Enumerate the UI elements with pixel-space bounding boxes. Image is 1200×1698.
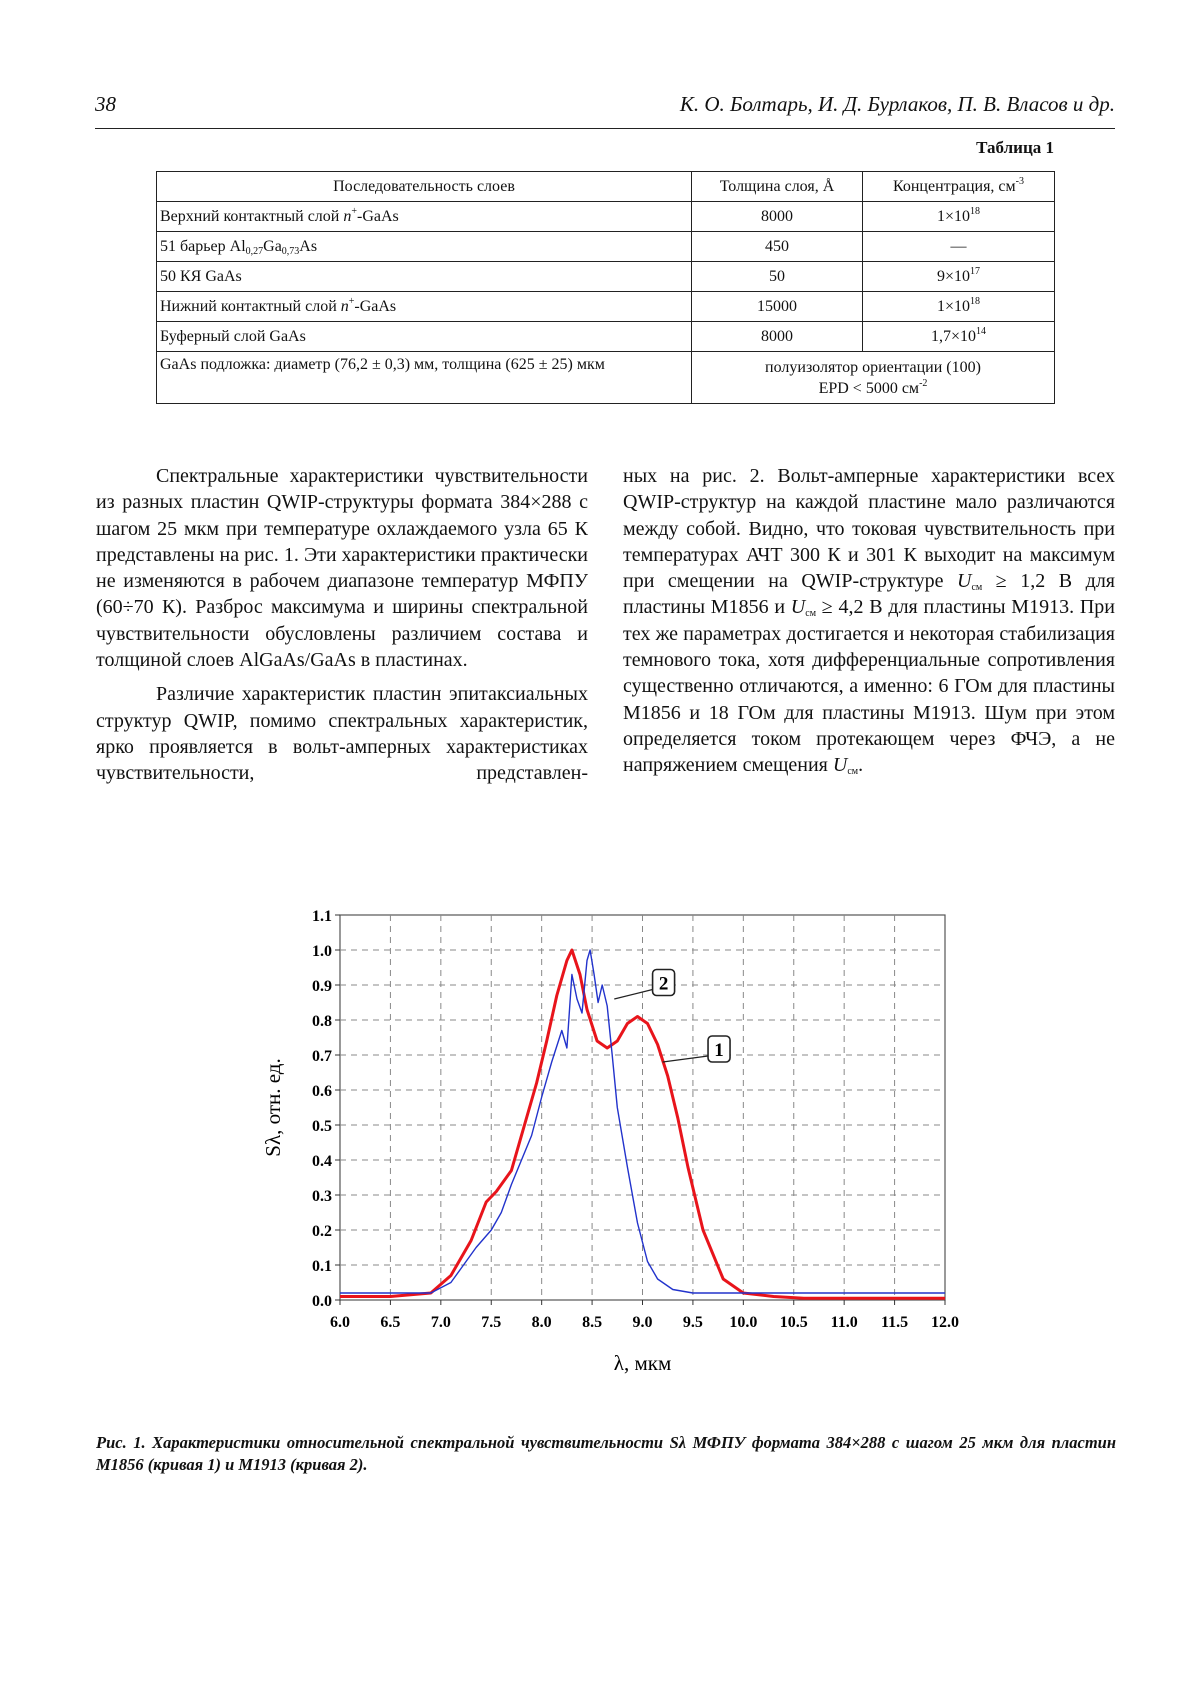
callout-label: 2: [658, 973, 669, 995]
table-row: [157, 202, 1055, 232]
y-tick-label: 0.2: [312, 1223, 332, 1240]
table-row: [157, 322, 1055, 352]
y-tick-label: 0.9: [312, 978, 332, 995]
layer-cell: 50 КЯ GaAs: [157, 262, 692, 292]
concentration-cell: $1\times 10^{18}$: [863, 202, 1055, 232]
concentration-cell: $1\times 10^{18}$: [863, 292, 1055, 322]
x-tick-label: 12.0: [931, 1314, 959, 1331]
x-tick-label: 10.5: [779, 1314, 808, 1331]
x-axis-label: λ, мкм: [613, 1351, 672, 1375]
layers-table: [156, 171, 1055, 404]
y-tick-label: 1.1: [312, 908, 332, 925]
y-tick-label: 0.4: [312, 1153, 332, 1170]
running-authors: К. О. Болтарь, И. Д. Бурлаков, П. В. Власов и др.: [679, 92, 1115, 116]
y-tick-label: 0.3: [312, 1188, 332, 1205]
table-header-row: [157, 172, 1055, 202]
x-tick-label: 7.5: [481, 1314, 502, 1331]
x-tick-label: 8.5: [582, 1314, 603, 1331]
layer-cell: Буферный слой GaAs: [157, 322, 692, 352]
orientation-text: полуизолятор ориентации (100): [765, 358, 981, 376]
y-tick-label: 0.7: [312, 1048, 332, 1065]
concentration-cell: —: [863, 232, 1055, 262]
chart-svg: [255, 895, 985, 1425]
x-tick-label: 11.0: [830, 1314, 858, 1331]
paragraph: Спектральные характеристики чувствительности из разных пластин QWIP-структуры формата 384×288 с шагом 25 мкм при температуре охлаждаемого узла 65 К представлены на рис. 1. Эти характеристики практически не изменяются в рабочем диапазоне температур МФПУ (60÷70 К). Разброс максимума и ширины спектральной чувствительности обусловлены различием состава и толщиной слоев AlGaAs/GaAs в пластинах.: [96, 465, 588, 672]
x-tick-label: 10.0: [729, 1314, 758, 1331]
y-tick-label: 1.0: [312, 943, 332, 960]
substrate-cell: GaAs подложка: диаметр (76,2 ± 0,3) мм, толщина (625 ± 25) мкм: [157, 352, 692, 404]
x-tick-label: 9.0: [632, 1314, 653, 1331]
x-tick-label: 11.5: [881, 1314, 909, 1331]
concentration-cell: $1,7\times 10^{14}$: [863, 322, 1055, 352]
concentration-cell: $9\times 10^{17}$: [863, 262, 1055, 292]
thickness-cell: 8000: [692, 202, 863, 232]
x-tick-label: 9.5: [682, 1314, 703, 1331]
layer-cell: Верхний контактный слой n+-GaAs: [157, 202, 692, 232]
epd-text: EPD < 5000 $см^{-2}$: [818, 377, 928, 397]
thickness-cell: 15000: [692, 292, 863, 322]
y-tick-label: 0.0: [312, 1293, 332, 1310]
figure-caption: Рис. 1. Характеристики относительной спектральной чувствительности Sλ МФПУ формата 384×288 с шагом 25 мкм для пластин М1856 (кривая 1) и М1913 (кривая 2).: [96, 1433, 1116, 1474]
table-row: [157, 292, 1055, 322]
y-tick-label: 0.6: [312, 1083, 332, 1100]
layer-cell: Нижний контактный слой n+-GaAs: [157, 292, 692, 322]
thickness-cell: 450: [692, 232, 863, 262]
left-column: [96, 463, 588, 795]
table-row: [157, 232, 1055, 262]
paragraph: ных на рис. 2. Вольт-амперные характеристики всех QWIP-структур на каждой пластине мало различаются между собой. Видно, что токовая чувствительность при температурах АЧТ 300 К и 301 К выходит на максимум при смещении на QWIP-структуре $U_{см} \ge 1,2$ В для пластины М1856 и $U_{см} \ge 4,2$ В для пластины М1913. При тех же параметрах достигается и некоторая стабилизация темнового тока, хотя дифференциальные сопротивления существенно отличаются, а именно: 6 ГОм для пластины М1856 и 18 ГОм для пластины М1913. Шум при этом определяется током протекающем через ФЧЭ, а не напряжением смещения $U_{см}$.: [623, 465, 1116, 778]
header-layers: Последовательность слоев: [157, 172, 692, 202]
table-row: [157, 352, 1055, 404]
x-tick-label: 7.0: [430, 1314, 451, 1331]
table-row: [157, 262, 1055, 292]
y-tick-label: 0.5: [312, 1118, 332, 1135]
y-tick-label: 0.8: [312, 1013, 332, 1030]
x-tick-label: 6.0: [330, 1314, 350, 1331]
thickness-cell: 50: [692, 262, 863, 292]
substrate-properties-cell: [692, 352, 1055, 404]
right-column: [623, 463, 1115, 787]
page-header: [95, 92, 1115, 129]
spectral-chart: [255, 895, 985, 1425]
header-thickness: Толщина слоя, Å: [692, 172, 863, 202]
x-tick-label: 6.5: [380, 1314, 401, 1331]
y-axis-label: Sλ, отн. ед.: [261, 1058, 285, 1157]
header-concentration: Концентрация, $см^{-3}$: [863, 172, 1055, 202]
layer-cell: 51 барьер $Al_{0,27}Ga_{0,73}As$: [157, 232, 692, 262]
page-number: 38: [95, 92, 116, 116]
table-caption: Таблица 1: [976, 138, 1054, 157]
callout-label: 1: [714, 1040, 724, 1061]
thickness-cell: 8000: [692, 322, 863, 352]
paragraph: Различие характеристик пластин эпитаксиальных структур QWIP, помимо спектральных характеристик, ярко проявляется в вольт-амперных характеристиках чувствительности, представлен-: [96, 683, 588, 785]
y-tick-label: 0.1: [312, 1258, 332, 1275]
x-tick-label: 8.0: [531, 1314, 552, 1331]
